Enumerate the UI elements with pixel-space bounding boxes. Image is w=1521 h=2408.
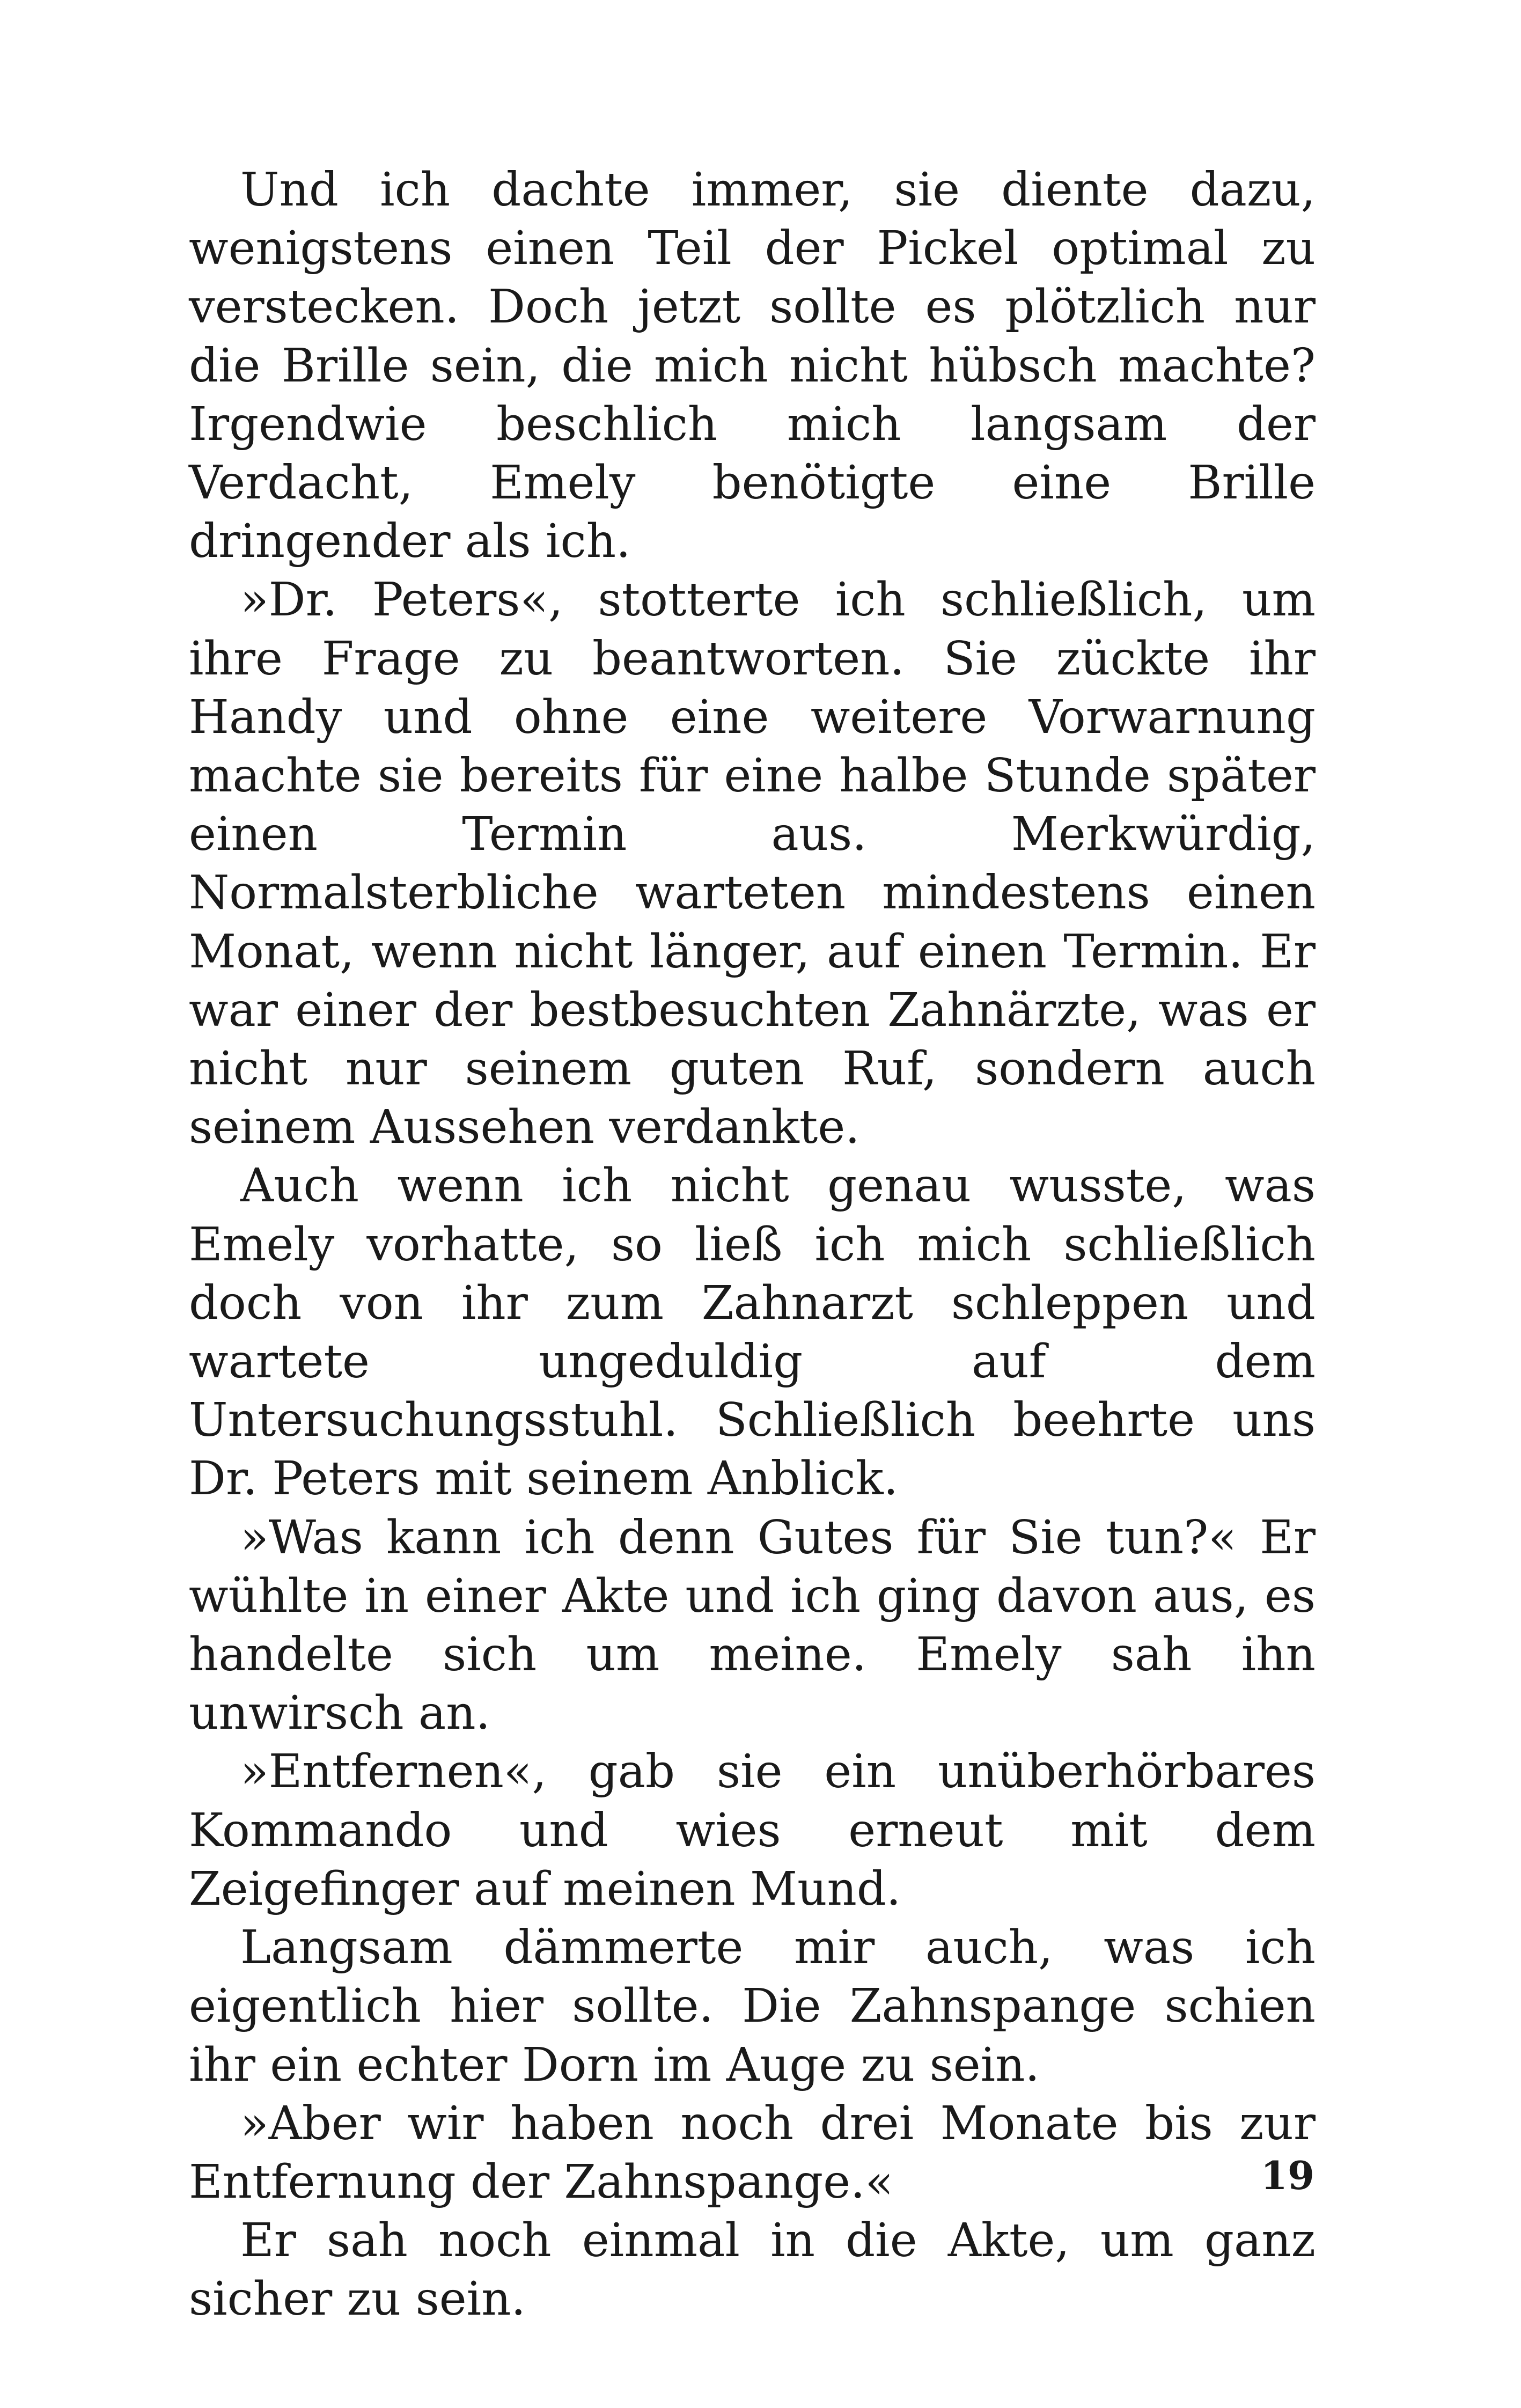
paragraph-3: Auch wenn ich nicht genau wusste, was Emely vorhatte, so ließ ich mich schließlich doch von ihr zum Zahnarzt schleppen und wartete ungeduldig auf dem Untersuchungsstuhl. Schließlich beehrte uns Dr. Peters mit seinem Anblick.: [189, 1159, 1316, 1506]
paragraph-1: Und ich dachte immer, sie diente dazu, wenigstens einen Teil der Pickel optimal zu verstecken. Doch jetzt sollte es plötzlich nur die Brille sein, die mich nicht hübsch machte? Irgendwie beschlich mich langsam der Verdacht, Emely benötigte eine Brille dringender als ich.: [189, 163, 1316, 569]
body-text: [189, 161, 1316, 2329]
paragraph-5: »Entfernen«, gab sie ein unüberhörbares Kommando und wies erneut mit dem Zeigefinger auf meinen Mund.: [189, 1745, 1316, 1916]
paragraph-6: Langsam dämmerte mir auch, was ich eigentlich hier sollte. Die Zahnspange schien ihr ein echter Dorn im Auge zu sein.: [189, 1921, 1316, 2092]
paragraph-8: Er sah noch einmal in die Akte, um ganz sicher zu sein.: [189, 2214, 1316, 2326]
paragraph-4: »Was kann ich denn Gutes für Sie tun?« Er wühlte in einer Akte und ich ging davon aus, es handelte sich um meine. Emely sah ihn unwirsch an.: [189, 1510, 1316, 1741]
paragraph-7: »Aber wir haben noch drei Monate bis zur Entfernung der Zahnspange.«: [189, 2096, 1316, 2209]
page-number: 19: [1260, 2153, 1314, 2198]
paragraph-2: »Dr. Peters«, stotterte ich schließlich, um ihre Frage zu beantworten. Sie zückte ihr Handy und ohne eine weitere Vorwarnung machte sie bereits für eine halbe Stunde später einen Termin aus. Merkwürdig, Normalsterbliche warteten mindestens einen Monat, wenn nicht länger, auf einen Termin. Er war einer der bestbesuchten Zahnärzte, was er nicht nur seinem guten Ruf, sondern auch seinem Aussehen verdankte.: [189, 573, 1316, 1155]
